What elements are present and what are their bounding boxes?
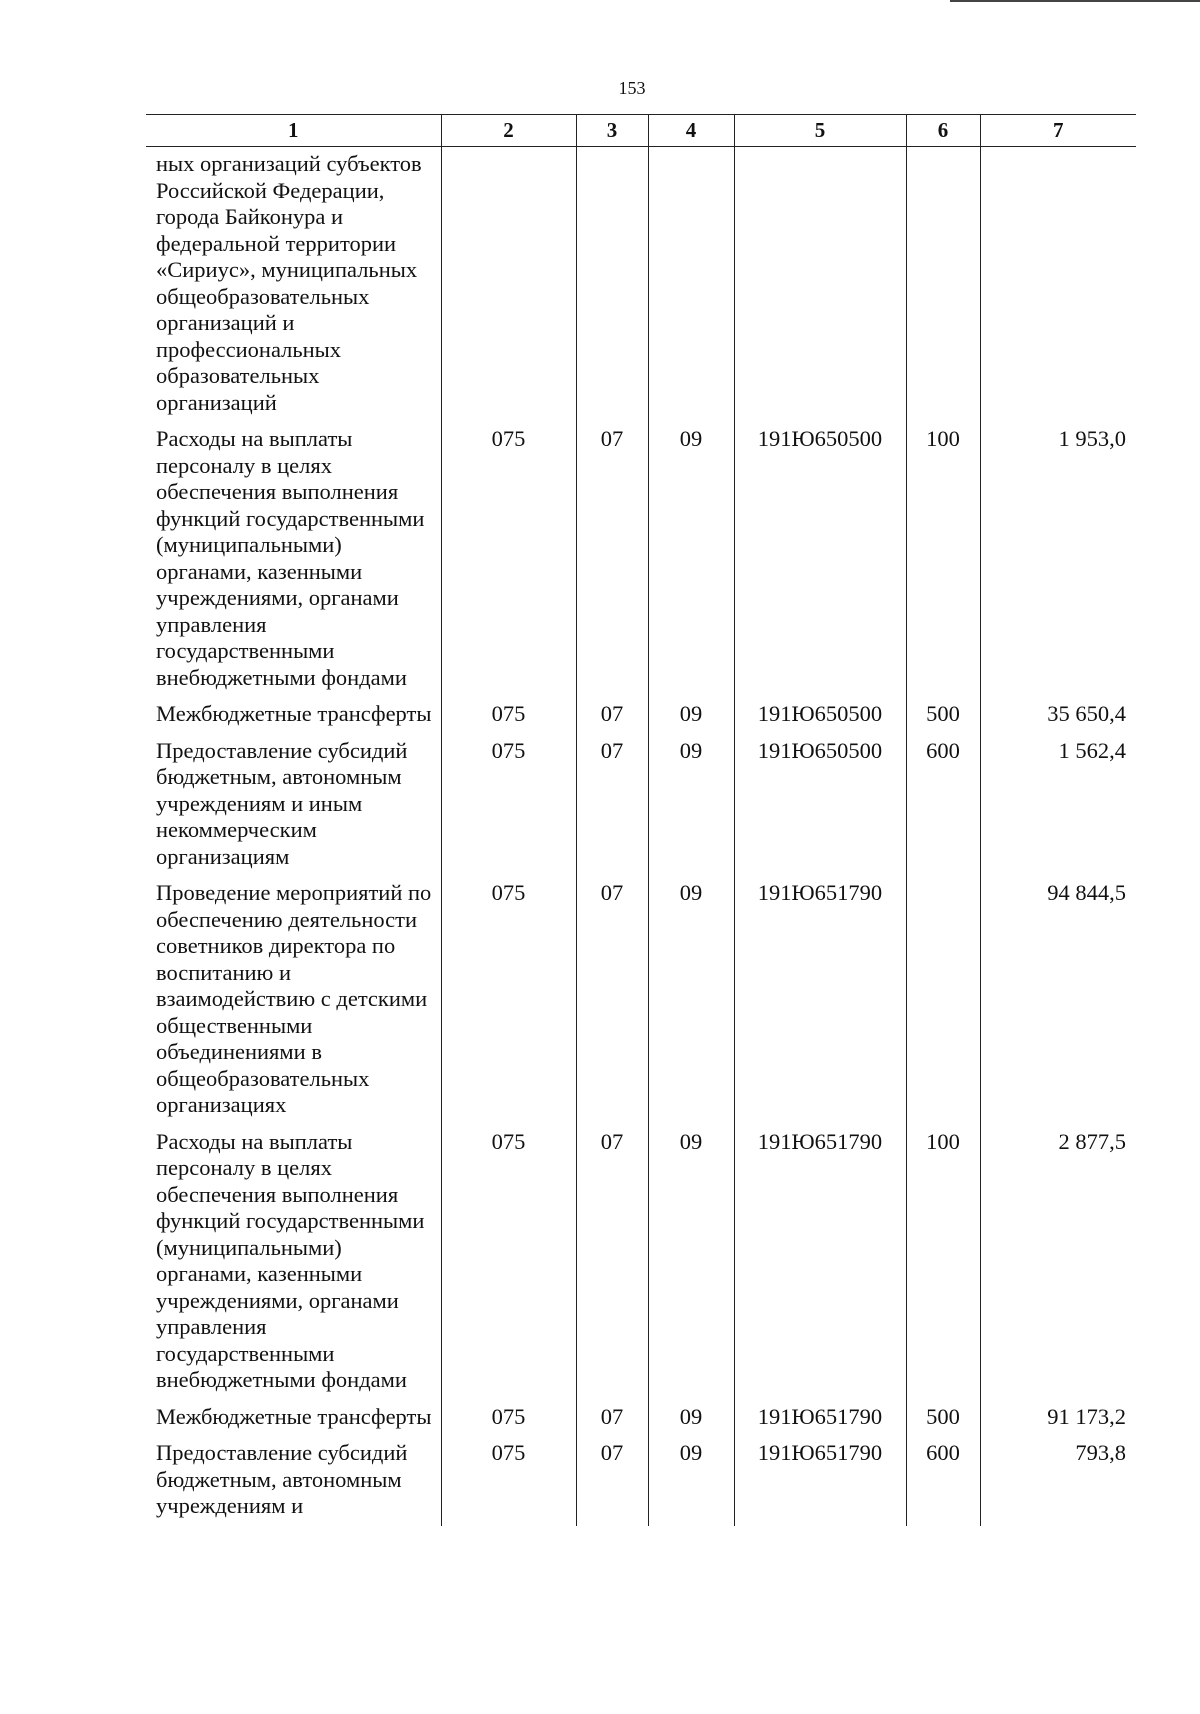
row-expense-type: 100	[906, 1129, 980, 1404]
row-section	[576, 147, 648, 427]
row-subsection: 09	[648, 880, 734, 1129]
column-header: 4	[648, 115, 734, 147]
row-amount: 1 953,0	[980, 426, 1136, 701]
row-expense-type	[906, 880, 980, 1129]
row-name: Расходы на выплаты персоналу в целях обеспечения выполнения функций государственными (муниципальными) органами, казенными учреждениями, органами управления государственными внебюджетными фондами	[156, 426, 425, 690]
row-ministry-code: 075	[441, 426, 576, 701]
row-section: 07	[576, 738, 648, 881]
row-expense-type: 600	[906, 1440, 980, 1526]
row-name: ных организаций субъектов Российской Федерации, города Байконура и федеральной территории «Сириус», муниципальных общеобразовательных организаций и профессиональных образовательных организаций	[156, 151, 422, 415]
row-amount	[980, 147, 1136, 427]
row-section: 07	[576, 1404, 648, 1441]
table-row	[146, 1129, 1136, 1404]
row-amount: 35 650,4	[980, 701, 1136, 738]
table-header-row	[146, 115, 1136, 147]
row-subsection: 09	[648, 738, 734, 881]
row-subsection: 09	[648, 1440, 734, 1526]
row-ministry-code: 075	[441, 1404, 576, 1441]
table-row	[146, 1404, 1136, 1441]
column-header: 3	[576, 115, 648, 147]
row-subsection: 09	[648, 426, 734, 701]
row-target-article: 191Ю650500	[734, 738, 906, 881]
table-row	[146, 701, 1136, 738]
row-subsection: 09	[648, 1404, 734, 1441]
row-expense-type	[906, 147, 980, 427]
row-target-article: 191Ю651790	[734, 880, 906, 1129]
row-expense-type: 500	[906, 701, 980, 738]
row-target-article: 191Ю651790	[734, 1129, 906, 1404]
row-ministry-code: 075	[441, 1129, 576, 1404]
table-row	[146, 880, 1136, 1129]
page-number: 153	[618, 78, 646, 98]
row-name: Предоставление субсидий бюджетным, автономным учреждениям и иным некоммерческим организациям	[156, 737, 408, 869]
row-expense-type: 500	[906, 1404, 980, 1441]
row-section: 07	[576, 701, 648, 738]
row-amount: 94 844,5	[980, 880, 1136, 1129]
column-header: 6	[906, 115, 980, 147]
row-section: 07	[576, 880, 648, 1129]
row-expense-type: 600	[906, 738, 980, 881]
row-target-article: 191Ю651790	[734, 1440, 906, 1526]
row-name: Межбюджетные трансферты	[156, 701, 432, 726]
row-amount: 2 877,5	[980, 1129, 1136, 1404]
row-target-article: 191Ю650500	[734, 426, 906, 701]
row-amount: 91 173,2	[980, 1404, 1136, 1441]
row-ministry-code: 075	[441, 738, 576, 881]
row-name: Проведение мероприятий по обеспечению деятельности советников директора по воспитанию и взаимодействию с детскими общественными объединениями в общеобразовательных организациях	[156, 880, 432, 1117]
row-ministry-code: 075	[441, 880, 576, 1129]
column-header: 5	[734, 115, 906, 147]
row-expense-type: 100	[906, 426, 980, 701]
column-header: 7	[980, 115, 1136, 147]
scan-edge-line	[950, 0, 1200, 2]
row-section: 07	[576, 426, 648, 701]
row-amount: 793,8	[980, 1440, 1136, 1526]
row-name: Предоставление субсидий бюджетным, автономным учреждениям и	[156, 1440, 408, 1518]
budget-table	[146, 114, 1136, 1526]
row-name: Расходы на выплаты персоналу в целях обеспечения выполнения функций государственными (муниципальными) органами, казенными учреждениями, органами управления государственными внебюджетными фондами	[156, 1128, 425, 1392]
table-row	[146, 147, 1136, 427]
row-subsection: 09	[648, 701, 734, 738]
table-row	[146, 426, 1136, 701]
row-ministry-code: 075	[441, 701, 576, 738]
row-target-article: 191Ю650500	[734, 701, 906, 738]
row-target-article	[734, 147, 906, 427]
row-amount: 1 562,4	[980, 738, 1136, 881]
table-row	[146, 1440, 1136, 1526]
row-target-article: 191Ю651790	[734, 1404, 906, 1441]
row-section: 07	[576, 1440, 648, 1526]
row-ministry-code	[441, 147, 576, 427]
column-header: 1	[146, 115, 441, 147]
row-subsection	[648, 147, 734, 427]
row-subsection: 09	[648, 1129, 734, 1404]
row-section: 07	[576, 1129, 648, 1404]
row-ministry-code: 075	[441, 1440, 576, 1526]
column-header: 2	[441, 115, 576, 147]
row-name: Межбюджетные трансферты	[156, 1403, 432, 1429]
table-row	[146, 738, 1136, 881]
